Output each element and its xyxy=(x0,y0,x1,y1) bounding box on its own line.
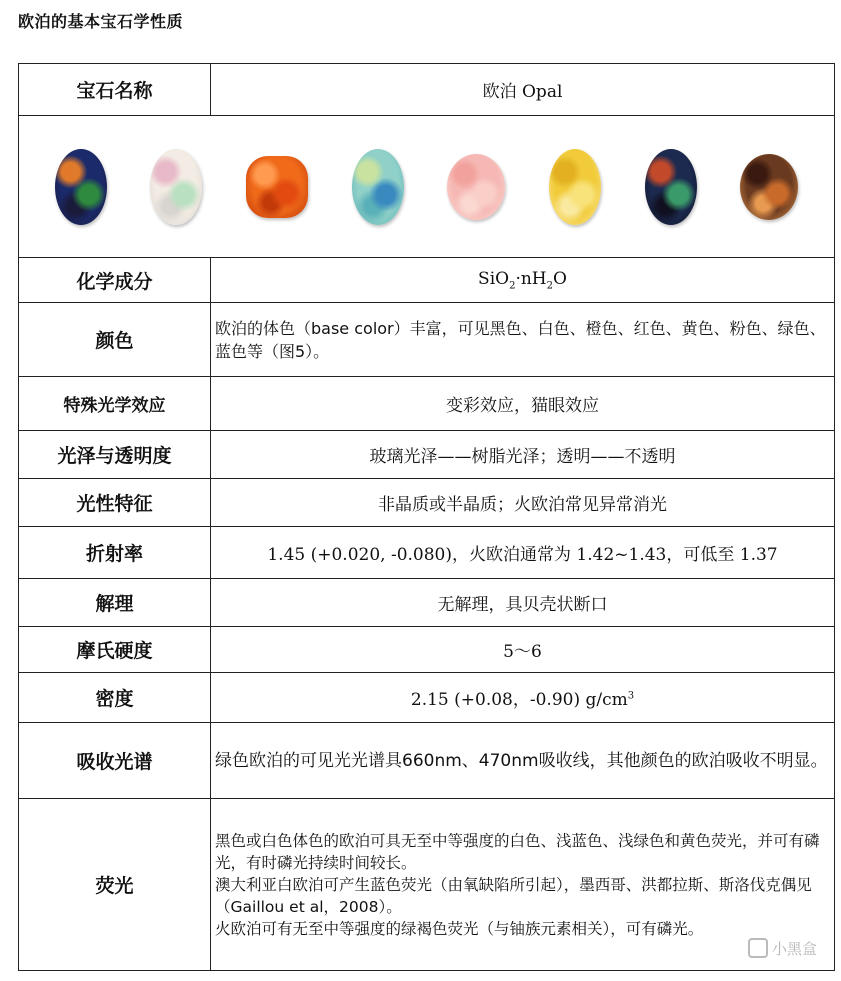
row-value: 绿色欧泊的可见光光谱具660nm、470nm吸收线，其他颜色的欧泊吸收不明显。 xyxy=(211,723,835,799)
cats-eye-opal-image xyxy=(549,149,601,225)
fluorescence-line: 黑色或白色体色的欧泊可具无至中等强度的白色、浅蓝色、浅绿色和黄色荧光，并可有磷光，有时磷光持续时间较长。 xyxy=(215,831,820,872)
row-label: 密度 xyxy=(19,673,211,723)
gem-properties-table xyxy=(18,63,835,971)
white-opal-image xyxy=(150,149,202,225)
row-value: 变彩效应，猫眼效应 xyxy=(211,377,835,431)
row-label: 光性特征 xyxy=(19,479,211,527)
dark-opal-image xyxy=(645,149,697,225)
formula-subscript: 2 xyxy=(546,280,554,292)
table-row xyxy=(19,627,835,673)
watermark xyxy=(748,938,817,959)
fluorescence-text xyxy=(211,799,835,971)
row-label: 宝石名称 xyxy=(19,64,211,116)
watermark-icon xyxy=(748,938,768,958)
formula-subscript: 2 xyxy=(509,280,516,292)
row-label: 颜色 xyxy=(19,303,211,377)
fluorescence-line: 火欧泊可有无至中等强度的绿褐色荧光（与铀族元素相关），可有磷光。 xyxy=(215,919,704,938)
table-row xyxy=(19,527,835,579)
crystal-opal-image xyxy=(352,149,404,225)
table-row xyxy=(19,64,835,116)
row-value: 欧泊 Opal xyxy=(211,64,835,116)
formula-part: SiO xyxy=(478,268,510,289)
pink-opal-image xyxy=(447,154,505,220)
table-row xyxy=(19,723,835,799)
row-value: 无解理，具贝壳状断口 xyxy=(211,579,835,627)
table-row xyxy=(19,579,835,627)
table-row xyxy=(19,431,835,479)
density-superscript: 3 xyxy=(627,690,635,702)
watermark-text: 小黑盒 xyxy=(771,940,817,958)
table-row xyxy=(19,673,835,723)
table-row xyxy=(19,258,835,303)
row-label: 折射率 xyxy=(19,527,211,579)
row-label: 特殊光学效应 xyxy=(19,377,211,431)
table-row xyxy=(19,479,835,527)
row-value: 欧泊的体色（base color）丰富，可见黑色、白色、橙色、红色、黄色、粉色、绿色、蓝色等（图5）。 xyxy=(211,303,835,377)
row-value: 1.45 (+0.020, -0.080)，火欧泊通常为 1.42~1.43，可低至 1.37 xyxy=(211,527,835,579)
row-label: 解理 xyxy=(19,579,211,627)
boulder-opal-image xyxy=(740,154,798,220)
formula-part: ·nH xyxy=(515,268,547,289)
row-label: 荧光 xyxy=(19,799,211,971)
row-value: 5～6 xyxy=(211,627,835,673)
black-opal-image xyxy=(55,149,107,225)
page-title: 欧泊的基本宝石学性质 xyxy=(18,12,184,31)
fluorescence-line: 澳大利亚白欧泊可产生蓝色荧光（由氧缺陷所引起），墨西哥、洪都拉斯、斯洛伐克偶见（Gaillou et al，2008）。 xyxy=(215,875,812,916)
row-label: 化学成分 xyxy=(19,258,211,303)
row-label: 光泽与透明度 xyxy=(19,431,211,479)
row-value: 非晶质或半晶质；火欧泊常见异常消光 xyxy=(211,479,835,527)
gem-image-row xyxy=(19,116,835,258)
density-value xyxy=(211,673,835,723)
gem-images xyxy=(19,116,834,257)
chemical-formula xyxy=(211,258,835,303)
row-value: 玻璃光泽——树脂光泽；透明——不透明 xyxy=(211,431,835,479)
table-row xyxy=(19,799,835,971)
row-label: 摩氏硬度 xyxy=(19,627,211,673)
table-row xyxy=(19,377,835,431)
formula-part: O xyxy=(553,268,567,289)
row-label: 吸收光谱 xyxy=(19,723,211,799)
fire-opal-image xyxy=(246,156,308,218)
table-row xyxy=(19,303,835,377)
density-main: 2.15 (+0.08，-0.90) g/cm xyxy=(410,690,628,710)
